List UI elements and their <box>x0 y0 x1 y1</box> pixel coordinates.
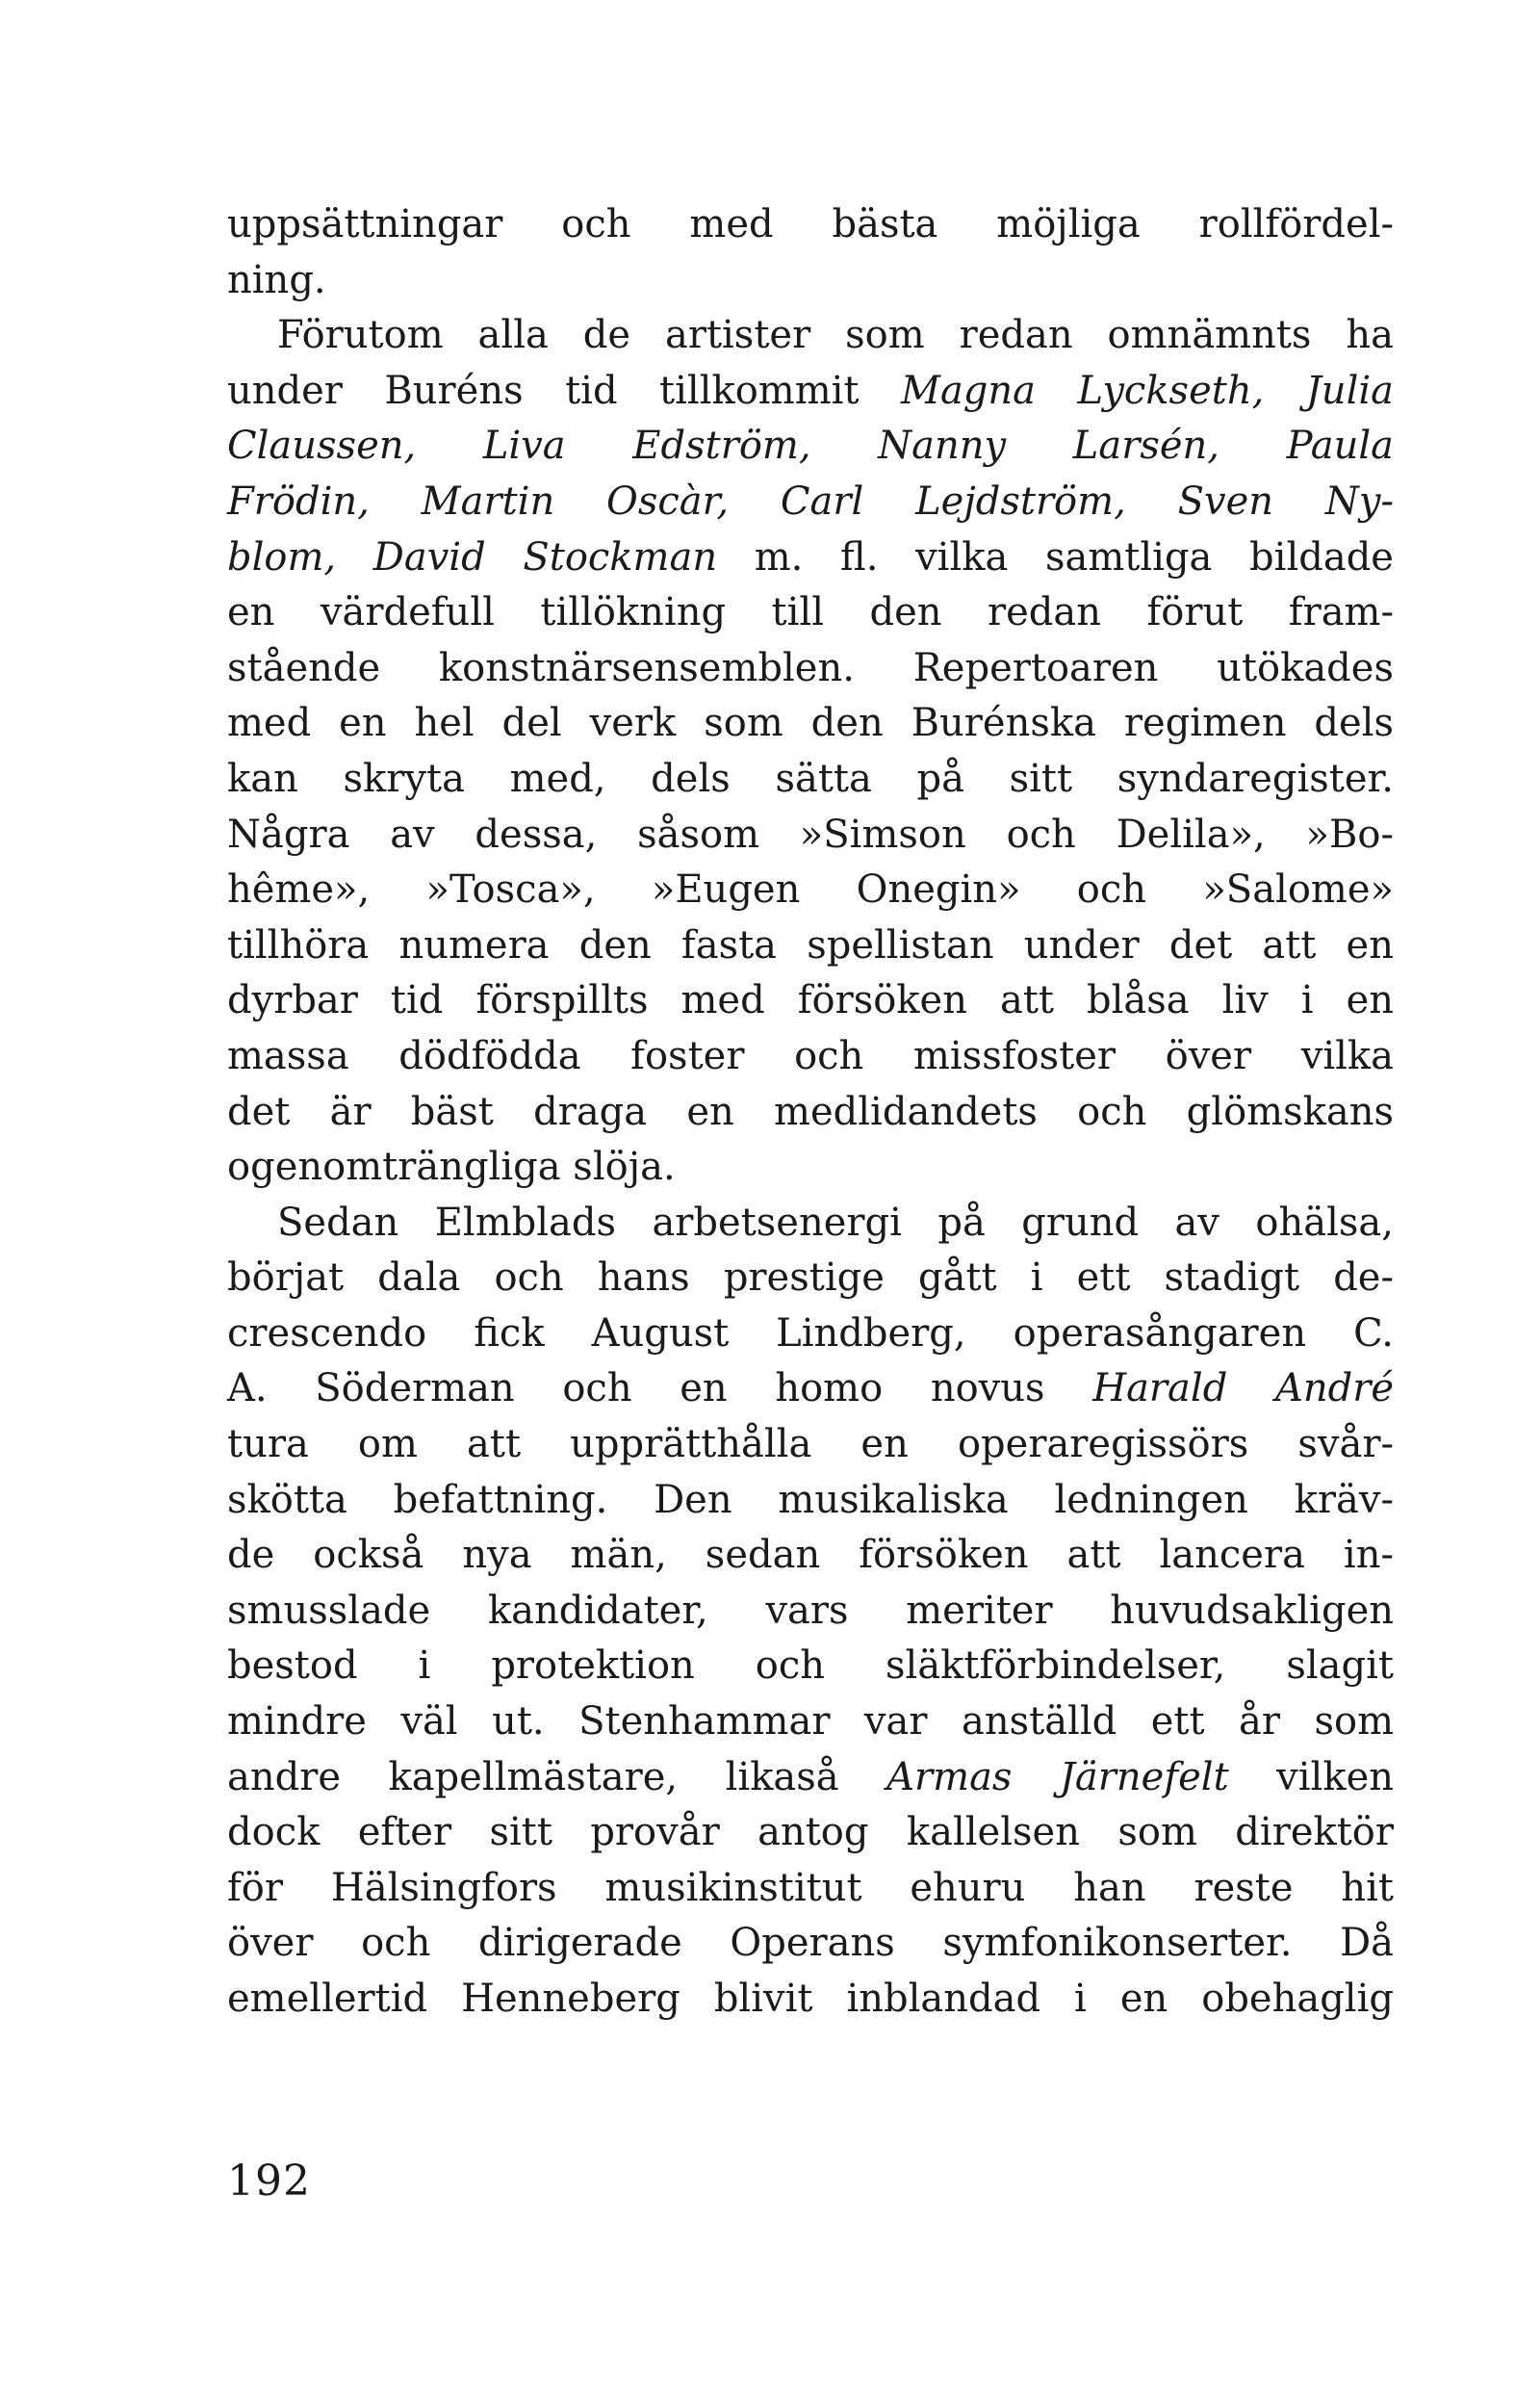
text-line: det är bäst draga en medlidandets och glömskans <box>227 1089 1394 1134</box>
text-line: smusslade kandidater, vars meriter huvudsakligen <box>227 1588 1394 1633</box>
text-line: de också nya män, sedan försöken att lancera in- <box>227 1533 1394 1578</box>
text-line: andre kapellmästare, likaså Armas Järnefelt vilken <box>227 1754 1395 1799</box>
text-line: blom, David Stockman m. fl. vilka samtliga bildade <box>227 534 1394 580</box>
text-line: crescendo fick August Lindberg, operasångaren C. <box>227 1310 1394 1356</box>
text-line: tillhöra numera den fasta spellistan under det att en <box>227 922 1394 968</box>
text-line: bestod i protektion och släktförbindelser, slagit <box>227 1643 1394 1689</box>
text-line: hême», »Tosca», »Eugen Onegin» och »Salome» <box>227 867 1394 913</box>
text-line: för Hälsingfors musikinstitut ehuru han reste hit <box>227 1865 1394 1910</box>
text-line: över och dirigerade Operans symfonikonserter. Då <box>227 1921 1394 1966</box>
page-number: 192 <box>227 2157 311 2206</box>
text-line: A. Söderman och en homo novus Harald André <box>227 1366 1394 1411</box>
text-line: en värdefull tillökning till den redan förut fram- <box>227 590 1394 635</box>
text-line: stående konstnärsensemblen. Repertoaren utökades <box>227 645 1394 690</box>
text-line: ogenomträngliga slöja. <box>227 1145 676 1190</box>
body-text <box>227 197 1394 2028</box>
text-line: dyrbar tid förspillts med försöken att blåsa liv i en <box>227 978 1394 1023</box>
text-line: ning. <box>227 257 326 302</box>
text-line: med en hel del verk som den Burénska regimen dels <box>227 701 1394 746</box>
text-line: Förutom alla de artister som redan omnämnts ha <box>277 313 1394 358</box>
text-line: mindre väl ut. Stenhammar var anställd ett år som <box>227 1699 1394 1745</box>
text-line: kan skryta med, dels sätta på sitt syndaregister. <box>227 756 1394 801</box>
text-line: emellertid Henneberg blivit inblandad i en obehaglig <box>227 1977 1394 2021</box>
text-line: börjat dala och hans prestige gått i ett stadigt de- <box>227 1255 1394 1301</box>
text-line: tura om att upprätthålla en operaregissörs svår- <box>227 1422 1394 1467</box>
text-line: dock efter sitt provår antog kallelsen som direktör <box>227 1810 1394 1855</box>
text-line: Några av dessa, såsom »Simson och Delila», »Bo- <box>227 812 1394 857</box>
text-line: under Buréns tid tillkommit Magna Lyckseth, Julia <box>227 368 1395 413</box>
text-line: Frödin, Martin Oscàr, Carl Lejdström, Sven Ny- <box>227 478 1394 524</box>
text-line: uppsättningar och med bästa möjliga rollfördel- <box>227 202 1394 246</box>
text-line: Claussen, Liva Edström, Nanny Larsén, Paula <box>227 424 1394 469</box>
text-line: skötta befattning. Den musikaliska ledningen kräv- <box>227 1477 1394 1522</box>
text-line: Sedan Elmblads arbetsenergi på grund av ohälsa, <box>277 1200 1394 1245</box>
text-line: massa dödfödda foster och missfoster över vilka <box>227 1033 1394 1078</box>
